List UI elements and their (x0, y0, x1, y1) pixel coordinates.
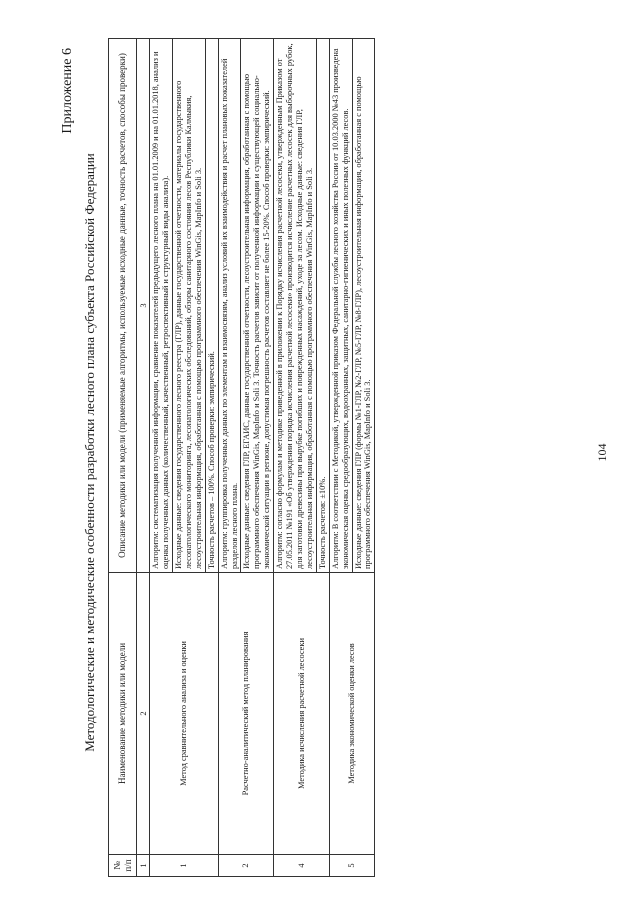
table-row (329, 39, 352, 877)
page-number: 104 (595, 443, 609, 462)
row-number: 1 (150, 855, 218, 877)
column-index-row (137, 39, 150, 877)
document-title: Методологические и методические особенности разработки лесного плана субъекта Российской Федерации (82, 153, 97, 752)
method-description: Исходные данные: сведения ГЛР (формы №1-ГЛР, №2-ГЛР, №5-ГЛР, №8-ГЛР), лесоустроительная информация, обработанная с помощью программного обеспечения WinGis, MapInfo и Soli 3. (352, 39, 375, 573)
appendix-label: Приложение 6 (60, 48, 75, 134)
method-name: Методика исчисления расчетной лесосеки (274, 573, 330, 855)
header-name: Наименование методики или модели (109, 573, 137, 855)
method-name: Метод сравнительного анализа и оценки (150, 573, 218, 855)
method-description: Алгоритм: согласно формулам и методике приведенной в приложении к Порядку исчисления расчетной лесосеки, утвержденным Приказом от 27.05.2011 №191 «Об утверждении порядка исчисления расчетной лесосеки» производится исчисление расчетных лесосек для выборочных рубок, для заготовки древесины при вырубке погибших и поврежденных насаждений, уходе за лесом. Исходные данные: сведения ГЛР, лесоустроительная информация, обработанная с помощью программного обеспечения WinGis, MapInfo и Soli 3. (274, 39, 317, 573)
method-description: Точность расчетов – 100%. Способ проверки: эмпирический. (205, 39, 218, 573)
row-number: 5 (329, 855, 375, 877)
method-description: Исходные данные: сведения государственного лесного реестра (ГЛР), данные государственной отчетности, материалы государственного лесопатологического мониторинга, лесопатологических обследований, обзоры санитарного состояния лесов Республики Калмыкия, лесоустроительная информация, обработанная с помощью программного обеспечения WinGis, MapInfo и Soli 3. (173, 39, 206, 573)
row-number: 4 (274, 855, 330, 877)
method-description: Алгоритм: группировка полученных данных по элементам и взаимосвязям, анализ условий их взаимодействия и расчет плановых показателей разделов лесного плана. (218, 39, 241, 573)
method-description: Алгоритм: систематизация полученной информации, сравнение показателей предыдущего лесного плана на 01.01.2009 и на 01.01.2018, анализ и оценка полученных данных (количественный, качественный, ретроспективный и структурный виды анализа). (150, 39, 173, 573)
row-number: 2 (218, 855, 274, 877)
method-description: Исходные данные: сведения ГЛР, ЕГАИС, данные государственной отчетности, лесоустроительная информация, обработанная с помощью программного обеспечения WinGis, MapInfo и Soli 3. Точность расчетов зависит от полученной информации и существующей социально-экономической ситуации в регионе, допустимая погрешность расчетов составляет не более 15-20%. Способ проверки: эмпирический. (241, 39, 274, 573)
table-row (150, 39, 173, 877)
methods-table (108, 38, 375, 877)
index-cell: 2 (137, 573, 150, 855)
method-description: Алгоритм: В соответствии с Методикой, утвержденной приказом Федеральной службы лесного хозяйства России от 10.03.2000 №43 произведена экономическая оценка средообразующих, водоохранных, защитных, санитарно-гигиенических и иных полезных функций лесов. (329, 39, 352, 573)
method-name: Расчетно-аналитический метод планирования (218, 573, 274, 855)
method-name: Методика экономической оценки лесов (329, 573, 375, 855)
table-row (218, 39, 241, 877)
index-cell: 3 (137, 39, 150, 573)
index-cell: 1 (137, 855, 150, 877)
table-header-row (109, 39, 137, 877)
method-description: Точность расчетов: ±10%. (316, 39, 329, 573)
table-row (274, 39, 317, 877)
header-num: № п/п (109, 855, 137, 877)
header-desc: Описание методики или модели (применяемые алгоритмы, используемые исходные данные, точность расчетов, способы проверки) (109, 39, 137, 573)
